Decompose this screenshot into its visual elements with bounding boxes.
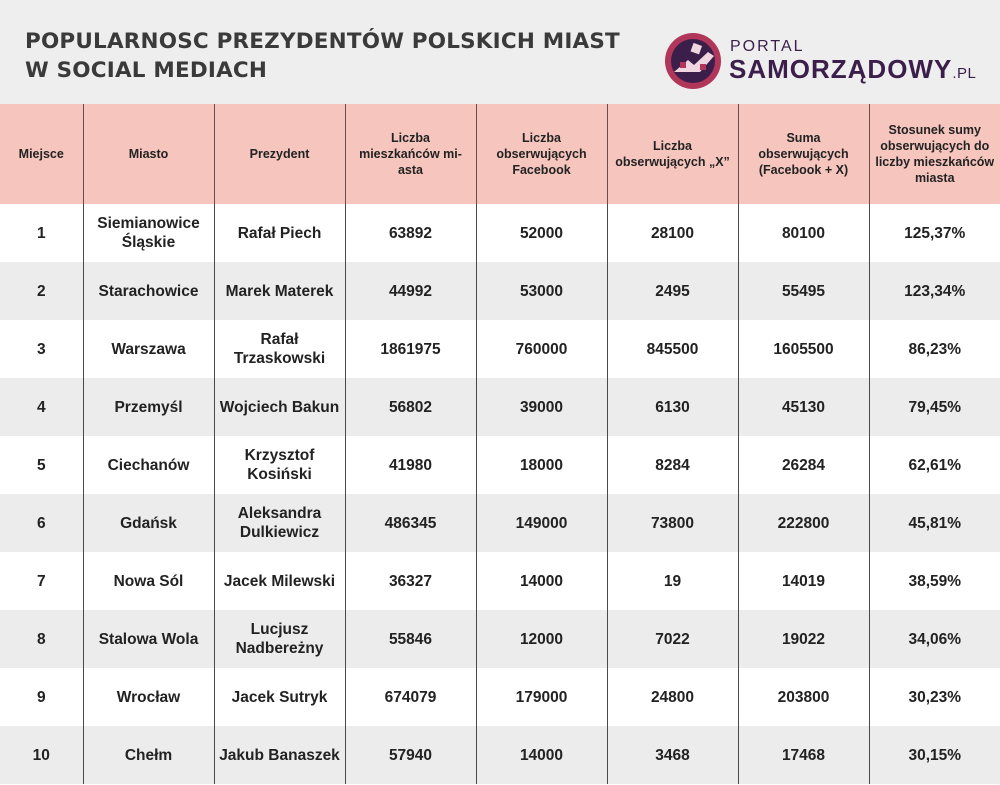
header-x-followers: Liczba obserwujących „X”	[607, 104, 738, 204]
city-cell: Ciechanów	[83, 436, 214, 494]
x-cell: 8284	[607, 436, 738, 494]
table-row	[0, 204, 1000, 262]
population-cell: 674079	[345, 668, 476, 726]
city-cell: Stalowa Wola	[83, 610, 214, 668]
ratio-cell: 45,81%	[869, 494, 1000, 552]
president-cell: Marek Materek	[214, 262, 345, 320]
population-cell: 56802	[345, 378, 476, 436]
population-cell: 1861975	[345, 320, 476, 378]
ratio-cell: 30,23%	[869, 668, 1000, 726]
rank-cell: 7	[0, 552, 83, 610]
page-title	[25, 27, 620, 85]
page-title-line1: POPULARNOSC PREZYDENTÓW POLSKICH MIAST	[25, 29, 620, 54]
table-row	[0, 262, 1000, 320]
header-city: Miasto	[83, 104, 214, 204]
total-cell: 26284	[738, 436, 869, 494]
ratio-cell: 123,34%	[869, 262, 1000, 320]
president-cell: Jakub Banaszek	[214, 726, 345, 784]
ratio-cell: 30,15%	[869, 726, 1000, 784]
x-cell: 28100	[607, 204, 738, 262]
x-cell: 24800	[607, 668, 738, 726]
logo-name: SAMORZĄDOWY	[729, 54, 953, 84]
table-header-row	[0, 104, 1000, 204]
x-cell: 845500	[607, 320, 738, 378]
ratio-cell: 86,23%	[869, 320, 1000, 378]
population-cell: 55846	[345, 610, 476, 668]
table-row	[0, 436, 1000, 494]
header-population: Liczba mieszkańców mi-asta	[345, 104, 476, 204]
total-cell: 55495	[738, 262, 869, 320]
president-cell: Rafał Piech	[214, 204, 345, 262]
president-cell: Lucjusz Nadbereżny	[214, 610, 345, 668]
rank-cell: 5	[0, 436, 83, 494]
facebook-cell: 760000	[476, 320, 607, 378]
x-cell: 6130	[607, 378, 738, 436]
facebook-cell: 149000	[476, 494, 607, 552]
total-cell: 19022	[738, 610, 869, 668]
facebook-cell: 179000	[476, 668, 607, 726]
x-cell: 7022	[607, 610, 738, 668]
facebook-cell: 53000	[476, 262, 607, 320]
header-facebook-followers: Liczba obserwujących Facebook	[476, 104, 607, 204]
total-cell: 45130	[738, 378, 869, 436]
president-cell: Krzysztof Kosiński	[214, 436, 345, 494]
table-body	[0, 204, 1000, 784]
facebook-cell: 12000	[476, 610, 607, 668]
logo-portal-text: PORTAL	[730, 38, 805, 55]
portal-logo-icon	[664, 32, 722, 90]
table-row	[0, 378, 1000, 436]
facebook-cell: 14000	[476, 726, 607, 784]
table-row	[0, 610, 1000, 668]
ratio-cell: 34,06%	[869, 610, 1000, 668]
rank-cell: 9	[0, 668, 83, 726]
x-cell: 19	[607, 552, 738, 610]
table-row	[0, 668, 1000, 726]
population-cell: 57940	[345, 726, 476, 784]
ranking-table	[0, 104, 1000, 784]
city-cell: Siemianowice Śląskie	[83, 204, 214, 262]
rank-cell: 4	[0, 378, 83, 436]
table-row	[0, 320, 1000, 378]
total-cell: 1605500	[738, 320, 869, 378]
president-cell: Jacek Sutryk	[214, 668, 345, 726]
facebook-cell: 52000	[476, 204, 607, 262]
total-cell: 222800	[738, 494, 869, 552]
total-cell: 203800	[738, 668, 869, 726]
header-president: Prezydent	[214, 104, 345, 204]
facebook-cell: 14000	[476, 552, 607, 610]
x-cell: 73800	[607, 494, 738, 552]
ratio-cell: 125,37%	[869, 204, 1000, 262]
city-cell: Przemyśl	[83, 378, 214, 436]
rank-cell: 8	[0, 610, 83, 668]
city-cell: Wrocław	[83, 668, 214, 726]
rank-cell: 6	[0, 494, 83, 552]
rank-cell: 1	[0, 204, 83, 262]
rank-cell: 10	[0, 726, 83, 784]
city-cell: Chełm	[83, 726, 214, 784]
portal-logo[interactable]	[664, 32, 984, 90]
city-cell: Warszawa	[83, 320, 214, 378]
table-row	[0, 726, 1000, 784]
rank-cell: 3	[0, 320, 83, 378]
header-total-followers: Suma obserwujących (Facebook + X)	[738, 104, 869, 204]
table-row	[0, 552, 1000, 610]
population-cell: 63892	[345, 204, 476, 262]
header-ratio: Stosunek sumy obserwujących do liczby mieszkańców miasta	[869, 104, 1000, 204]
logo-name-text	[729, 54, 976, 85]
president-cell: Rafał Trzaskowski	[214, 320, 345, 378]
total-cell: 14019	[738, 552, 869, 610]
header	[0, 0, 1000, 104]
president-cell: Wojciech Bakun	[214, 378, 345, 436]
president-cell: Jacek Milewski	[214, 552, 345, 610]
ratio-cell: 62,61%	[869, 436, 1000, 494]
facebook-cell: 18000	[476, 436, 607, 494]
city-cell: Nowa Sól	[83, 552, 214, 610]
city-cell: Gdańsk	[83, 494, 214, 552]
logo-suffix: .PL	[952, 65, 977, 82]
population-cell: 36327	[345, 552, 476, 610]
city-cell: Starachowice	[83, 262, 214, 320]
table-row	[0, 494, 1000, 552]
ratio-cell: 38,59%	[869, 552, 1000, 610]
ratio-cell: 79,45%	[869, 378, 1000, 436]
population-cell: 41980	[345, 436, 476, 494]
total-cell: 80100	[738, 204, 869, 262]
facebook-cell: 39000	[476, 378, 607, 436]
x-cell: 3468	[607, 726, 738, 784]
total-cell: 17468	[738, 726, 869, 784]
x-cell: 2495	[607, 262, 738, 320]
rank-cell: 2	[0, 262, 83, 320]
president-cell: Aleksandra Dulkiewicz	[214, 494, 345, 552]
header-rank: Miejsce	[0, 104, 83, 204]
page-title-line2: W SOCIAL MEDIACH	[25, 58, 268, 83]
population-cell: 486345	[345, 494, 476, 552]
population-cell: 44992	[345, 262, 476, 320]
